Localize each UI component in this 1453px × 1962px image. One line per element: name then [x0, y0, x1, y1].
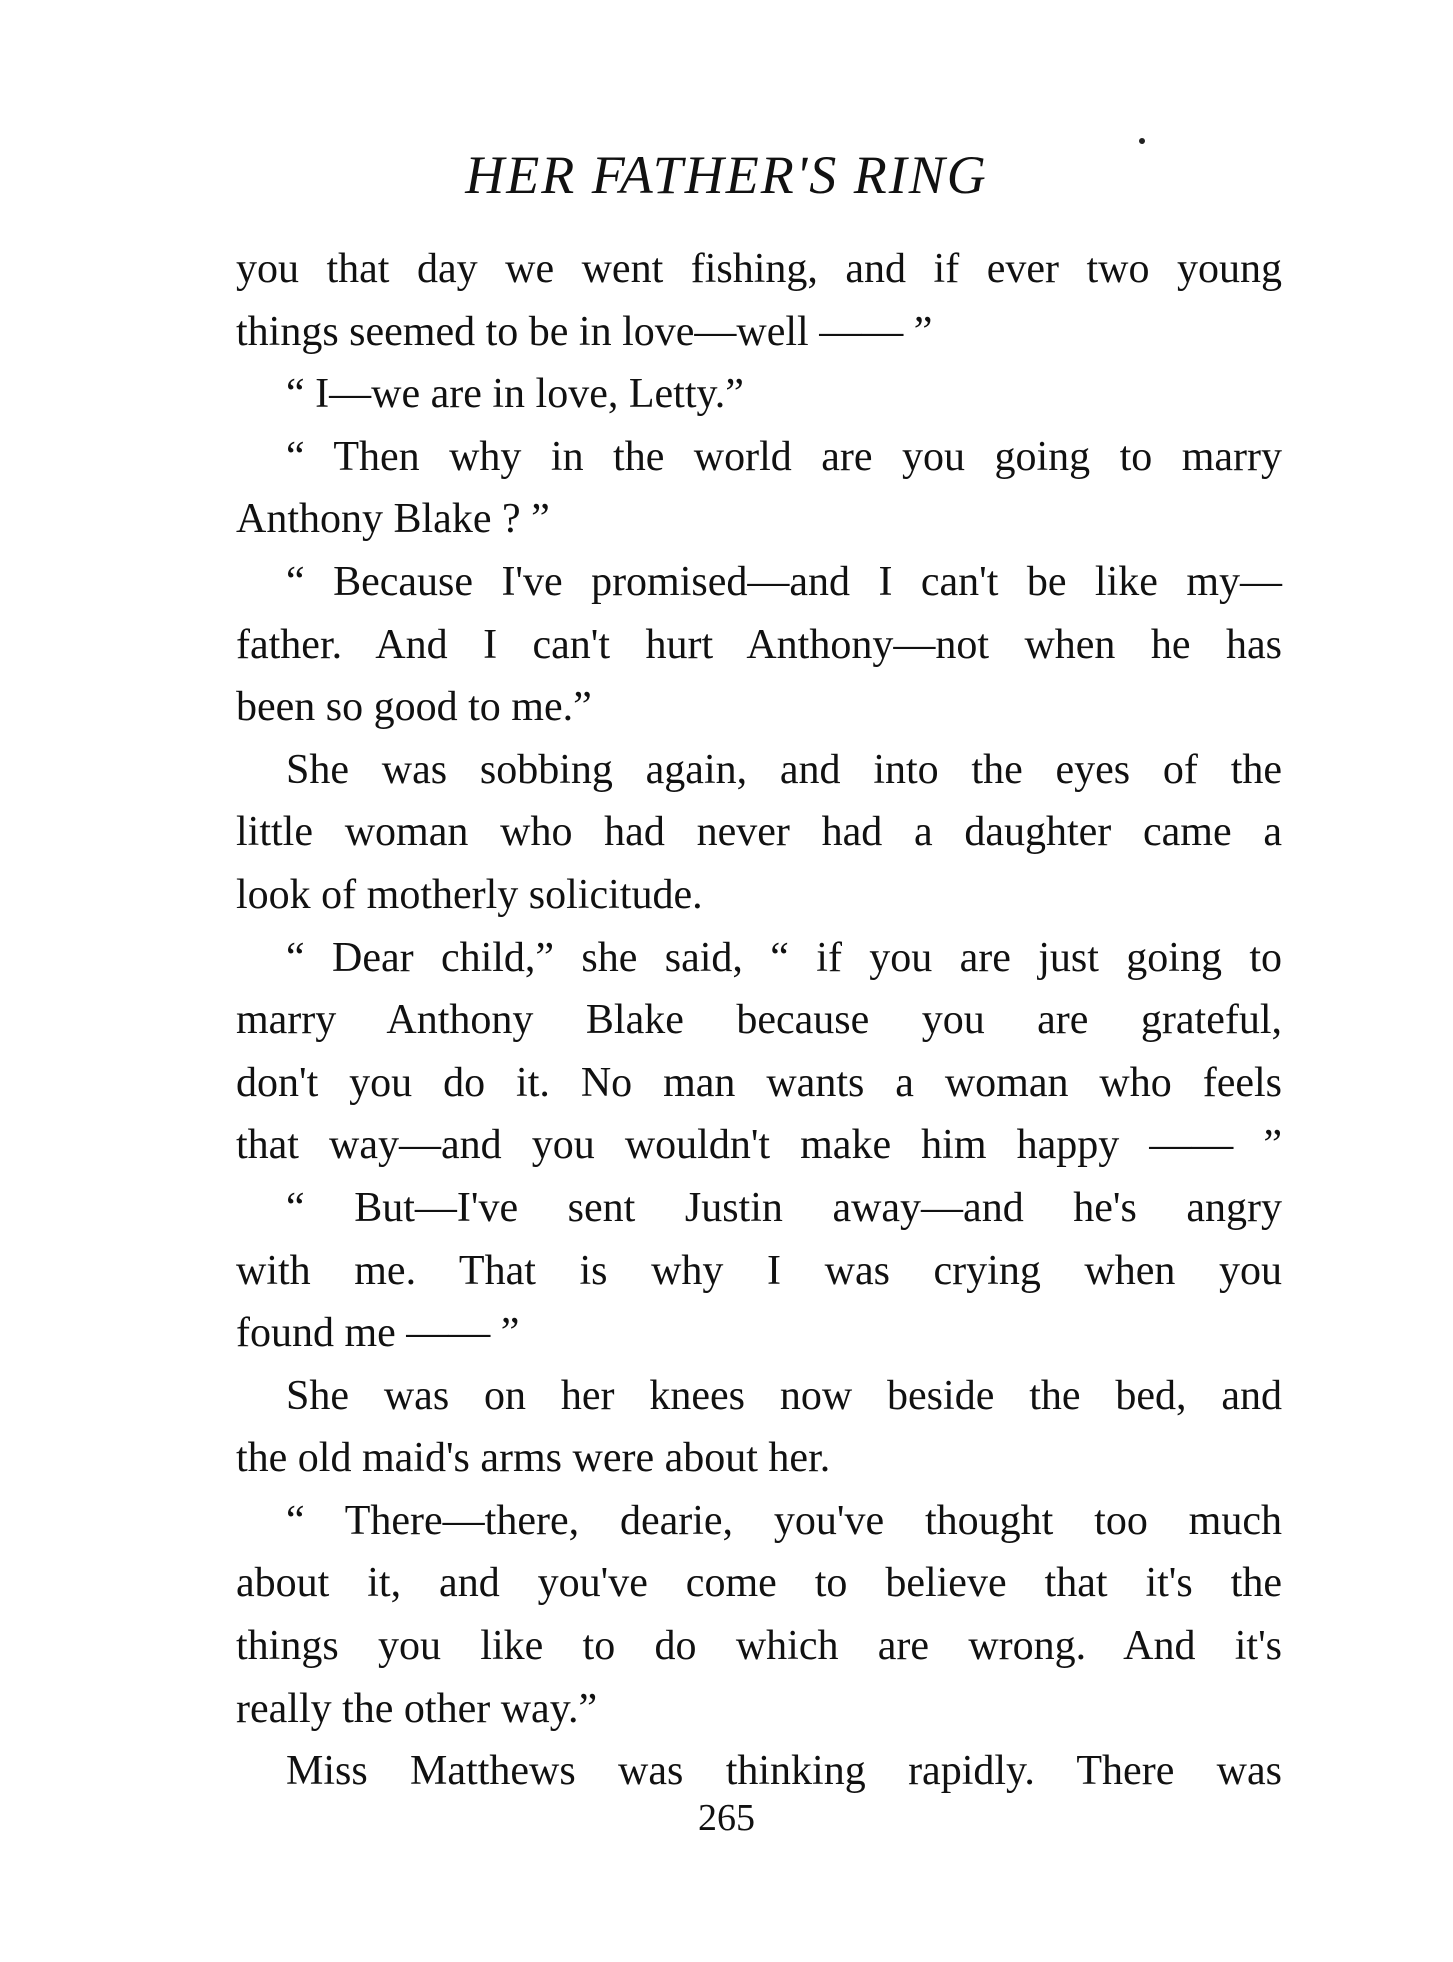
text-line: father. And I can't hurt Anthony—not when he has	[236, 621, 1282, 668]
text-line: things seemed to be in love—well —— ”	[236, 308, 933, 355]
text-line: marry Anthony Blake because you are grateful,	[236, 997, 1282, 1044]
text-line: She was on her knees now beside the bed, and	[286, 1372, 1282, 1419]
text-line: about it, and you've come to believe that it's the	[236, 1560, 1282, 1607]
body-text	[236, 238, 1282, 1803]
running-title: HER FATHER'S RING	[465, 145, 988, 205]
text-line: “ But—I've sent Justin away—and he's angry	[286, 1184, 1282, 1231]
text-line: you that day we went fishing, and if ever two young	[236, 246, 1282, 292]
text-line: little woman who had never had a daughter came a	[236, 809, 1282, 856]
text-line: really the other way.”	[236, 1685, 598, 1732]
text-line: “ I—we are in love, Letty.”	[286, 371, 744, 418]
text-line: “ Dear child,” she said, “ if you are just going to	[286, 934, 1282, 981]
text-line: “ There—there, dearie, you've thought too much	[286, 1497, 1282, 1544]
text-line: Miss Matthews was thinking rapidly. There was	[286, 1748, 1282, 1795]
page-number: 265	[698, 1797, 755, 1839]
text-line: been so good to me.”	[236, 684, 592, 731]
text-line: found me —— ”	[236, 1310, 520, 1357]
text-line: “ Then why in the world are you going to marry	[286, 433, 1282, 480]
text-line: Anthony Blake ? ”	[236, 496, 550, 543]
text-line: the old maid's arms were about her.	[236, 1435, 831, 1482]
text-line: look of motherly solicitude.	[236, 871, 703, 918]
text-line: things you like to do which are wrong. And it's	[236, 1623, 1282, 1670]
text-line: don't you do it. No man wants a woman who feels	[236, 1059, 1282, 1106]
text-line: that way—and you wouldn't make him happy —— ”	[236, 1122, 1282, 1169]
text-line: “ Because I've promised—and I can't be like my—	[286, 558, 1282, 605]
text-line: She was sobbing again, and into the eyes of the	[286, 746, 1282, 793]
text-line: with me. That is why I was crying when you	[236, 1247, 1282, 1294]
